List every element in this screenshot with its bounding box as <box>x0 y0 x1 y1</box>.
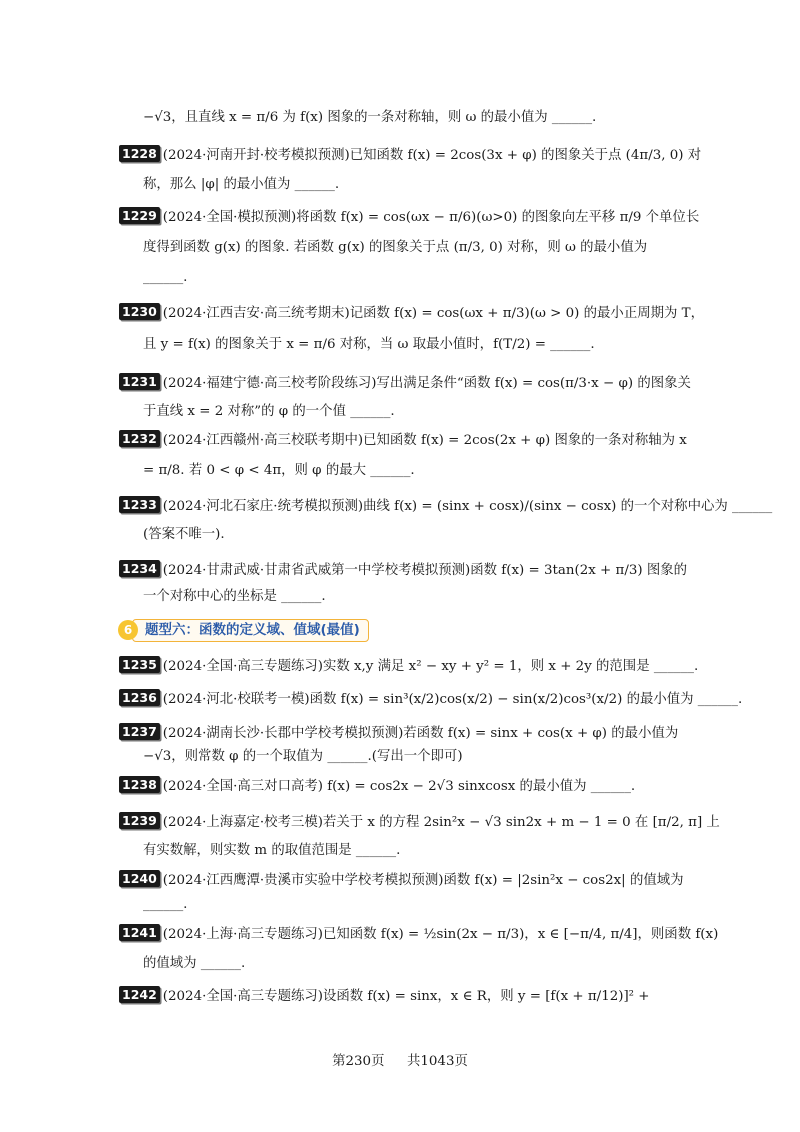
problem-1234: 1234 (2024·甘肃武威·甘肃省武威第一中学校考模拟预测)函数 f(x) = 3tan(2x + π/3) 图象的 <box>119 560 659 582</box>
problem-number-badge: 1235 <box>119 656 160 673</box>
problem-number-badge: 1241 <box>119 924 160 941</box>
problem-1237: 1237 (2024·湖南长沙·长郡中学校考模拟预测)若函数 f(x) = sinx + cos(x + φ) 的最小值为 <box>119 723 659 745</box>
problem-text-line: 于直线 x = 2 对称”的 φ 的一个值 ______. <box>143 404 395 419</box>
problem-1232: 1232 (2024·江西赣州·高三校联考期中)已知函数 f(x) = 2cos(2x + φ) 图象的一条对称轴为 x <box>119 430 659 452</box>
problem-text-line: 度得到函数 g(x) 的图象. 若函数 g(x) 的图象关于点 (π/3, 0) 对称，则 ω 的最小值为 <box>143 240 648 255</box>
page-number: 第230页 <box>332 1054 385 1069</box>
problem-number-badge: 1234 <box>119 560 160 577</box>
problem-number-badge: 1228 <box>119 145 160 162</box>
problem-text-line: −√3，则常数 φ 的一个取值为 ______.(写出一个即可) <box>143 749 463 764</box>
problem-text-line: 称，那么 |φ| 的最小值为 ______. <box>143 177 340 192</box>
problem-1240: 1240 (2024·江西鹰潭·贵溪市实验中学校考模拟预测)函数 f(x) = |2sin²x − cos2x| 的值域为 <box>119 870 659 892</box>
problem-number-badge: 1233 <box>119 496 160 513</box>
problem-number-badge: 1230 <box>119 303 160 320</box>
section-title: 题型六：函数的定义域、值域(最值) <box>132 619 369 642</box>
problem-number-badge: 1238 <box>119 776 160 793</box>
problem-1241: 1241 (2024·上海·高三专题练习)已知函数 f(x) = ½sin(2x − π/3)，x ∈ [−π/4, π/4]，则函数 f(x) <box>119 924 659 946</box>
problem-text-line: 有实数解，则实数 m 的取值范围是 ______. <box>143 843 401 858</box>
problem-text-line: = π/8. 若 0 < φ < 4π，则 φ 的最大 ______. <box>143 463 415 478</box>
problem-1229: 1229 (2024·全国·模拟预测)将函数 f(x) = cos(ωx − π/6)(ω>0) 的图象向左平移 π/9 个单位长 <box>119 207 659 229</box>
problem-text-line: 一个对称中心的坐标是 ______. <box>143 589 326 604</box>
problem-text-line: ______. <box>143 897 188 912</box>
section-heading <box>118 618 369 642</box>
problem-1235: 1235 (2024·全国·高三专题练习)实数 x,y 满足 x² − xy + y² = 1，则 x + 2y 的范围是 ______. <box>119 656 659 678</box>
problem-number-badge: 1231 <box>119 373 160 390</box>
problem-1239: 1239 (2024·上海嘉定·校考三模)若关于 x 的方程 2sin²x − √3 sin2x + m − 1 = 0 在 [π/2, π] 上 <box>119 812 659 834</box>
problem-text-line: (答案不唯一). <box>143 527 225 542</box>
problem-1231: 1231 (2024·福建宁德·高三校考阶段练习)写出满足条件“函数 f(x) = cos(π/3·x − φ) 的图象关 <box>119 373 659 395</box>
problem-text-line: 且 y = f(x) 的图象关于 x = π/6 对称，当 ω 取最小值时，f(T/2) = ______. <box>143 337 595 352</box>
problem-text-line: 的值域为 ______. <box>143 956 246 971</box>
page-footer <box>0 1052 800 1072</box>
problem-1236: 1236 (2024·河北·校联考一模)函数 f(x) = sin³(x/2)cos(x/2) − sin(x/2)cos³(x/2) 的最小值为 ______. <box>119 689 659 711</box>
total-pages: 共1043页 <box>407 1054 468 1069</box>
problem-1230: 1230 (2024·江西吉安·高三统考期末)记函数 f(x) = cos(ωx + π/3)(ω > 0) 的最小正周期为 T， <box>119 303 659 325</box>
problem-text-line: −√3，且直线 x = π/6 为 f(x) 图象的一条对称轴，则 ω 的最小值为 ______. <box>143 110 597 125</box>
section-number-badge: 6 <box>118 620 138 640</box>
problem-number-badge: 1239 <box>119 812 160 829</box>
problem-1238: 1238 (2024·全国·高三对口高考) f(x) = cos2x − 2√3 sinxcosx 的最小值为 ______. <box>119 776 659 798</box>
problem-number-badge: 1236 <box>119 689 160 706</box>
problem-number-badge: 1240 <box>119 870 160 887</box>
problem-1233: 1233 (2024·河北石家庄·统考模拟预测)曲线 f(x) = (sinx + cosx)/(sinx − cosx) 的一个对称中心为 ______ <box>119 496 659 518</box>
problem-number-badge: 1232 <box>119 430 160 447</box>
problem-1228: 1228 (2024·河南开封·校考模拟预测)已知函数 f(x) = 2cos(3x + φ) 的图象关于点 (4π/3, 0) 对 <box>119 145 659 167</box>
problem-1242: 1242 (2024·全国·高三专题练习)设函数 f(x) = sinx，x ∈ R，则 y = [f(x + π/12)]² + <box>119 986 659 1008</box>
problem-number-badge: 1229 <box>119 207 160 224</box>
problem-text-line: ______. <box>143 270 188 285</box>
problem-number-badge: 1242 <box>119 986 160 1003</box>
problem-number-badge: 1237 <box>119 723 160 740</box>
